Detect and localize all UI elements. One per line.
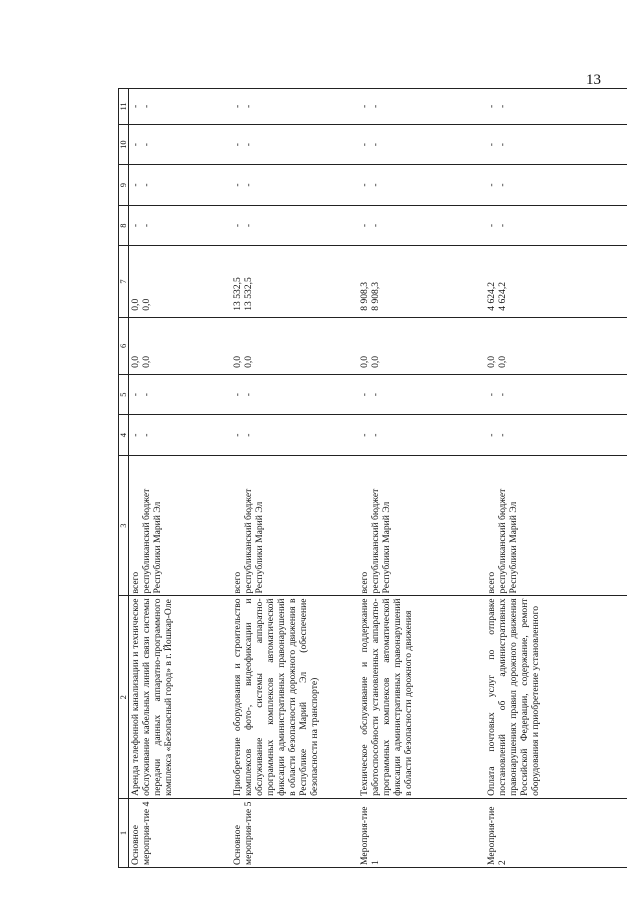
value-text: 0,0: [497, 355, 508, 368]
value-text: -: [370, 183, 381, 187]
value-cell-c11: [129, 89, 232, 125]
value-text: -: [359, 142, 370, 147]
value-text: -: [486, 393, 497, 397]
value-text: 8 908,3: [359, 281, 370, 311]
value-text: -: [130, 393, 141, 397]
measure-name-cell: Основное мероприя-тие 4: [129, 798, 232, 867]
value-text: -: [486, 142, 497, 147]
value-cell-c4: [358, 415, 485, 455]
value-text: -: [359, 183, 370, 187]
column-header: 5: [119, 374, 129, 414]
value-text: -: [359, 223, 370, 228]
value-text: 0,0: [141, 298, 152, 311]
value-cell-c8: [129, 205, 232, 245]
funding-source-text: республиканский бюджет Республики Марий Эл: [370, 488, 392, 594]
value-text: -: [130, 433, 141, 437]
value-text: -: [141, 142, 152, 147]
funding-source-cell: [358, 455, 485, 596]
funding-source-cell: [485, 455, 627, 596]
budget-table: [118, 88, 627, 868]
value-text: -: [243, 223, 254, 228]
value-text: -: [130, 142, 141, 147]
value-text: 0,0: [130, 355, 141, 368]
value-text: -: [232, 393, 243, 397]
value-text: -: [130, 183, 141, 187]
funding-source-text: республиканский бюджет Республики Марий Эл: [243, 488, 265, 594]
value-cell-c5: [485, 374, 627, 414]
value-cell-c9: [129, 165, 232, 205]
value-cell-c5: [231, 374, 358, 414]
value-text: -: [359, 393, 370, 397]
value-text: -: [486, 223, 497, 228]
value-text: -: [243, 433, 254, 437]
value-cell-c10: [129, 124, 232, 164]
value-text: -: [497, 393, 508, 397]
value-text: 13 532,5: [232, 277, 243, 311]
value-text: -: [370, 142, 381, 147]
value-text: 0,0: [486, 355, 497, 368]
value-cell-c10: [485, 124, 627, 164]
value-text: 0,0: [370, 355, 381, 368]
table-row: [358, 89, 485, 868]
value-text: -: [486, 104, 497, 109]
value-text: -: [141, 223, 152, 228]
value-text: -: [370, 433, 381, 437]
value-cell-c6: [358, 317, 485, 374]
value-text: -: [243, 104, 254, 109]
value-cell-c5: [129, 374, 232, 414]
value-cell-c6: [231, 317, 358, 374]
header-row: [119, 89, 129, 868]
value-cell-c8: [231, 205, 358, 245]
funding-source-text: всего: [486, 571, 497, 594]
value-text: -: [232, 104, 243, 109]
value-text: -: [370, 104, 381, 109]
column-header: 3: [119, 455, 129, 596]
value-text: 8 908,3: [370, 281, 381, 311]
value-text: -: [243, 393, 254, 397]
column-header: 6: [119, 317, 129, 374]
funding-source-text: всего: [232, 571, 243, 594]
value-text: -: [370, 393, 381, 397]
value-text: -: [232, 142, 243, 147]
value-cell-c4: [485, 415, 627, 455]
table-row: [129, 89, 232, 868]
value-text: -: [141, 104, 152, 109]
value-cell-c10: [231, 124, 358, 164]
value-cell-c6: [485, 317, 627, 374]
value-text: -: [232, 433, 243, 437]
column-header: 2: [119, 596, 129, 798]
value-text: -: [497, 104, 508, 109]
column-header: 8: [119, 205, 129, 245]
value-text: -: [243, 142, 254, 147]
measure-description-cell: Аренда телефонной канализации и техническое обслуживание кабельных линий связи системы передачи данных аппаратно-программного комплекса «Безопасный город» в г. Йошкар-Оле: [129, 596, 232, 798]
value-text: -: [370, 223, 381, 228]
value-text: -: [141, 183, 152, 187]
value-cell-c7: [485, 246, 627, 317]
value-cell-c7: [231, 246, 358, 317]
column-header: 9: [119, 165, 129, 205]
table-row: [231, 89, 358, 868]
value-cell-c9: [358, 165, 485, 205]
value-text: 4 624,2: [486, 281, 497, 311]
value-text: -: [486, 433, 497, 437]
value-text: -: [497, 223, 508, 228]
value-cell-c6: [129, 317, 232, 374]
value-text: 0,0: [359, 355, 370, 368]
value-cell-c5: [358, 374, 485, 414]
value-text: 13 532,5: [243, 277, 254, 311]
value-cell-c10: [358, 124, 485, 164]
measure-description-cell: Оплата почтовых услуг по отправке постановлений об административных правонарушениях правил дорожного движения Российской Федерации, содержание, ремонт оборудования и приобретение установленного: [485, 596, 627, 798]
value-cell-c4: [231, 415, 358, 455]
value-text: 4 624,2: [497, 281, 508, 311]
value-cell-c11: [231, 89, 358, 125]
funding-source-text: всего: [359, 571, 370, 594]
value-text: -: [130, 104, 141, 109]
measure-description-cell: Приобретение оборудования и строительство комплексов фото-, видеофиксации и обслуживание системы аппаратно-программных комплексов автоматической фиксации административных правонарушений в области безопасности дорожного движения в Республике Марий Эл (обеспечение безопасности на транспорте): [231, 596, 358, 798]
measure-description-cell: Техническое обслуживание и поддержание работоспособности установленных аппаратно-программных комплексов автоматической фиксации административных правонарушений в области безопасности дорожного движения: [358, 596, 485, 798]
column-header: 7: [119, 246, 129, 317]
value-cell-c9: [485, 165, 627, 205]
value-text: -: [130, 223, 141, 228]
table-row: [485, 89, 627, 868]
value-text: -: [359, 433, 370, 437]
measure-name-cell: Мероприя-тие 2: [485, 798, 627, 867]
value-cell-c4: [129, 415, 232, 455]
value-cell-c8: [485, 205, 627, 245]
value-cell-c11: [358, 89, 485, 125]
funding-source-cell: [129, 455, 232, 596]
value-text: -: [359, 104, 370, 109]
value-text: -: [141, 433, 152, 437]
column-header: 10: [119, 124, 129, 164]
value-text: -: [497, 183, 508, 187]
value-text: 0,0: [232, 355, 243, 368]
column-header: 1: [119, 798, 129, 867]
value-text: -: [497, 142, 508, 147]
value-text: 0,0: [130, 298, 141, 311]
value-cell-c8: [358, 205, 485, 245]
page-number: 13: [586, 72, 601, 88]
value-cell-c11: [485, 89, 627, 125]
column-header: 4: [119, 415, 129, 455]
value-cell-c7: [129, 246, 232, 317]
value-text: -: [497, 433, 508, 437]
value-text: -: [141, 393, 152, 397]
funding-source-text: всего: [130, 571, 141, 594]
funding-source-cell: [231, 455, 358, 596]
value-cell-c7: [358, 246, 485, 317]
value-text: -: [243, 183, 254, 187]
funding-source-text: республиканский бюджет Республики Марий Эл: [141, 488, 163, 594]
value-text: -: [486, 183, 497, 187]
value-text: -: [232, 183, 243, 187]
funding-source-text: республиканский бюджет Республики Марий Эл: [497, 488, 519, 594]
value-cell-c9: [231, 165, 358, 205]
measure-name-cell: Основное мероприя-тие 5: [231, 798, 358, 867]
column-header: 11: [119, 89, 129, 125]
rotated-table-wrapper: [118, 88, 626, 868]
measure-name-cell: Мероприя-тие 1: [358, 798, 485, 867]
value-text: 0,0: [141, 355, 152, 368]
value-text: -: [232, 223, 243, 228]
value-text: 0,0: [243, 355, 254, 368]
